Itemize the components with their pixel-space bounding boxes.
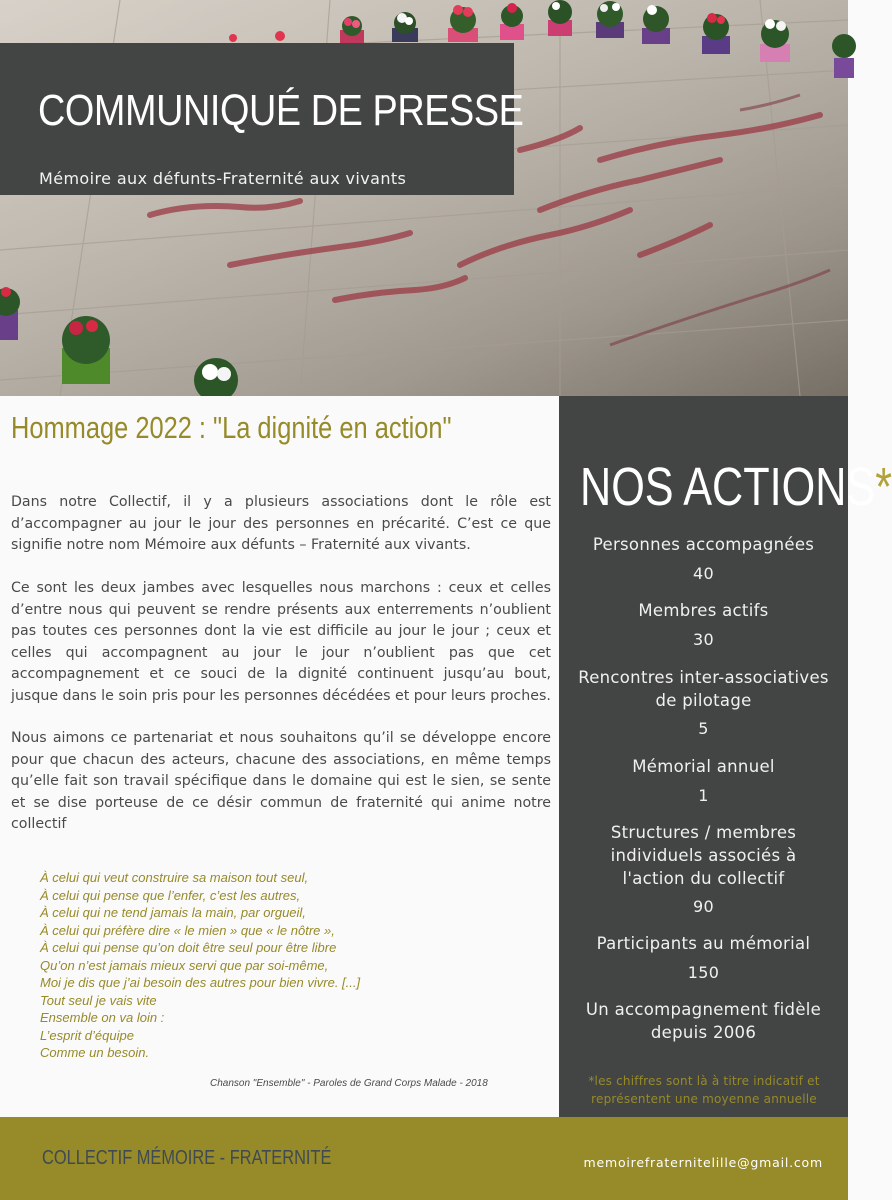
stats-footnote: *les chiffres sont là à titre indicatif et représentent une moyenne annuelle (588, 1074, 820, 1106)
stat-label: Structures / membres individuels associés à l'action du collectif (610, 823, 797, 888)
page-subtitle: Mémoire aux défunts-Fraternité aux vivants (39, 169, 407, 188)
stat-label: Mémorial annuel (632, 757, 775, 776)
sidebar-title (580, 456, 892, 518)
quote-line: L’esprit d’équipe (40, 1027, 134, 1043)
stat-value: 5 (698, 719, 709, 738)
article-paragraph-1: Dans notre Collectif, il y a plusieurs associations dont le rôle est d’accompagner au jour le jour des personnes en précarité. C’est ce que signifie notre nom Mémoire aux défunts – Fraternité aux vivants. (11, 494, 551, 553)
quote-line: Moi je dis que j’ai besoin des autres pour bien vivre. [...] (40, 975, 361, 990)
quote-line: À celui qui ne tend jamais la main, par orgueil, (40, 905, 306, 920)
quote-line: Comme un besoin. (40, 1045, 150, 1060)
stat-label: Personnes accompagnées (592, 535, 815, 554)
song-quote (40, 869, 520, 1062)
article-paragraph-3: Nous aimons ce partenariat et nous souhaitons qu’il se développe encore pour que chacun des acteurs, chacune des associations, en même temps qu’elle fait son travail spécifique dans le domaine qui est le sien, se sente et se dise porteuse de ce désir commun de fraternité qui anime notre collectif (11, 730, 551, 832)
stat-value: 30 (693, 630, 714, 649)
stat-label: Participants au mémorial (596, 934, 811, 953)
sidebar-title-text: NOS ACTIONS (580, 457, 876, 517)
quote-line: Tout seul je vais vite (40, 992, 157, 1008)
stat-label: Rencontres inter-associatives de pilotage (578, 668, 829, 710)
stat-value: 150 (687, 963, 720, 982)
stat-value: 40 (693, 564, 714, 583)
quote-line: À celui qui pense que l’enfer, c’est les autres, (40, 887, 301, 903)
organization-name: COLLECTIF MÉMOIRE - FRATERNITÉ (42, 1147, 332, 1169)
stat-value: 1 (698, 786, 709, 805)
asterisk-mark: * (875, 457, 892, 517)
page-title: COMMUNIQUÉ DE PRESSE (38, 86, 524, 135)
stat-label: Membres actifs (638, 601, 769, 620)
contact-email: memoirefraternitelille@gmail.com (583, 1155, 823, 1170)
quote-line: Qu’on n’est jamais mieux servi que par soi-même, (40, 957, 329, 973)
quote-line: Ensemble on va loin : (40, 1010, 165, 1025)
song-credit: Chanson "Ensemble" - Paroles de Grand Corps Malade - 2018 (210, 1078, 488, 1089)
article-paragraph-2: Ce sont les deux jambes avec lesquelles nous marchons : ceux et celles d’entre nous qui peuvent se rendre présents aux enterrements n’oublient pas toutes ces personnes dont la vie est difficile au jour le jour ; ceux et celles qui accompagnent au jour le jour n’oublient pas que cet accompagnement et ce souci de la dignité continuent jusqu’au bout, jusque dans le soin pris pour les personnes décédées et pour leurs proches. (11, 580, 551, 704)
quote-line: À celui qui pense qu’on doit être seul pour être libre (40, 940, 337, 955)
quote-line: À celui qui préfère dire « le mien » que « le nôtre », (40, 922, 335, 938)
article-heading: Hommage 2022 : "La dignité en action" (11, 410, 452, 445)
stat-value: 90 (693, 897, 714, 916)
quote-line: À celui qui veut construire sa maison tout seul, (40, 870, 309, 885)
stat-label: Un accompagnement fidèle depuis 2006 (585, 1000, 822, 1042)
